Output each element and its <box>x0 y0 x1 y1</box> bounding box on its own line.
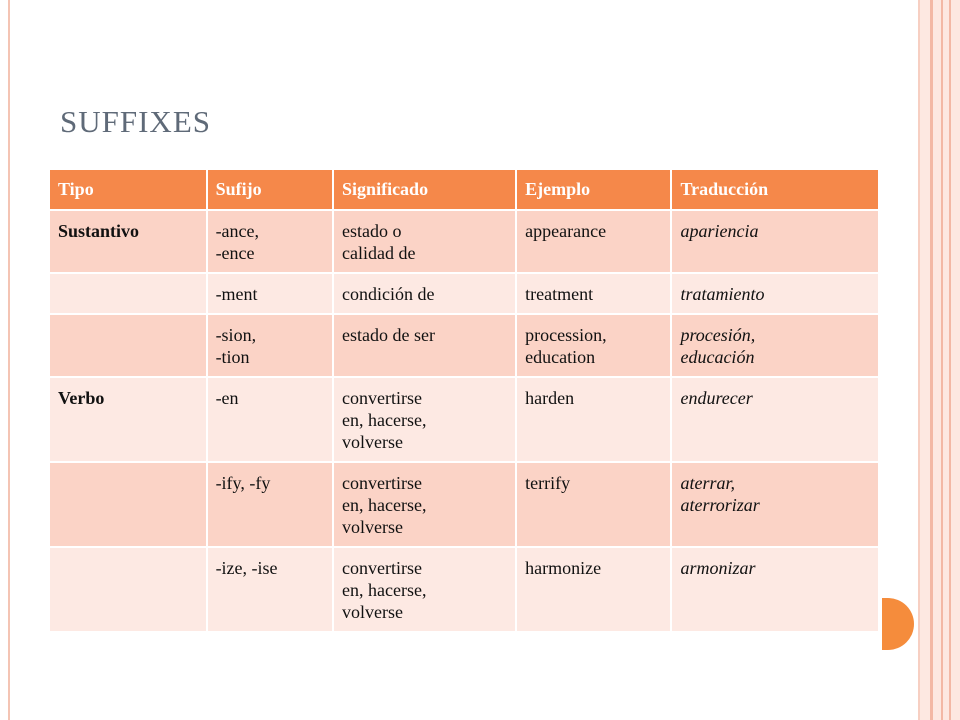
cell-tipo <box>49 314 207 377</box>
cell-significado: convertirse en, hacerse, volverse <box>333 462 516 547</box>
cell-sufijo: -ance, -ence <box>207 210 333 273</box>
cell-tipo: Verbo <box>49 377 207 462</box>
cell-ejemplo: harmonize <box>516 547 671 632</box>
cell-significado: estado de ser <box>333 314 516 377</box>
cell-sufijo: -ize, -ise <box>207 547 333 632</box>
cell-significado: condición de <box>333 273 516 314</box>
cell-traduccion: armonizar <box>671 547 879 632</box>
table-row <box>49 314 879 377</box>
cell-traduccion: endurecer <box>671 377 879 462</box>
cell-ejemplo: treatment <box>516 273 671 314</box>
cell-tipo: Sustantivo <box>49 210 207 273</box>
cell-traduccion: tratamiento <box>671 273 879 314</box>
cell-traduccion: apariencia <box>671 210 879 273</box>
right-stripe <box>933 0 941 720</box>
right-stripe <box>951 0 960 720</box>
cell-significado: estado o calidad de <box>333 210 516 273</box>
table-row <box>49 210 879 273</box>
header-traduccion: Traducción <box>671 169 879 210</box>
cell-tipo <box>49 547 207 632</box>
cell-sufijo: -en <box>207 377 333 462</box>
cell-tipo <box>49 273 207 314</box>
header-sufijo: Sufijo <box>207 169 333 210</box>
cell-ejemplo: harden <box>516 377 671 462</box>
accent-half-circle <box>882 598 914 650</box>
cell-sufijo: -ment <box>207 273 333 314</box>
table-row <box>49 273 879 314</box>
cell-significado: convertirse en, hacerse, volverse <box>333 377 516 462</box>
cell-traduccion: aterrar, aterrorizar <box>671 462 879 547</box>
header-ejemplo: Ejemplo <box>516 169 671 210</box>
cell-ejemplo: appearance <box>516 210 671 273</box>
table-header-row <box>49 169 879 210</box>
cell-ejemplo: procession, education <box>516 314 671 377</box>
cell-tipo <box>49 462 207 547</box>
cell-sufijo: -ify, -fy <box>207 462 333 547</box>
suffixes-table <box>48 168 880 633</box>
cell-ejemplo: terrify <box>516 462 671 547</box>
cell-significado: convertirse en, hacerse, volverse <box>333 547 516 632</box>
header-tipo: Tipo <box>49 169 207 210</box>
cell-sufijo: -sion, -tion <box>207 314 333 377</box>
table-row <box>49 547 879 632</box>
table-row <box>49 462 879 547</box>
right-stripe <box>920 0 930 720</box>
slide-title: SUFFIXES <box>60 104 211 139</box>
table-row <box>49 377 879 462</box>
left-decorative-border <box>8 0 10 720</box>
cell-traduccion: procesión, educación <box>671 314 879 377</box>
header-significado: Significado <box>333 169 516 210</box>
